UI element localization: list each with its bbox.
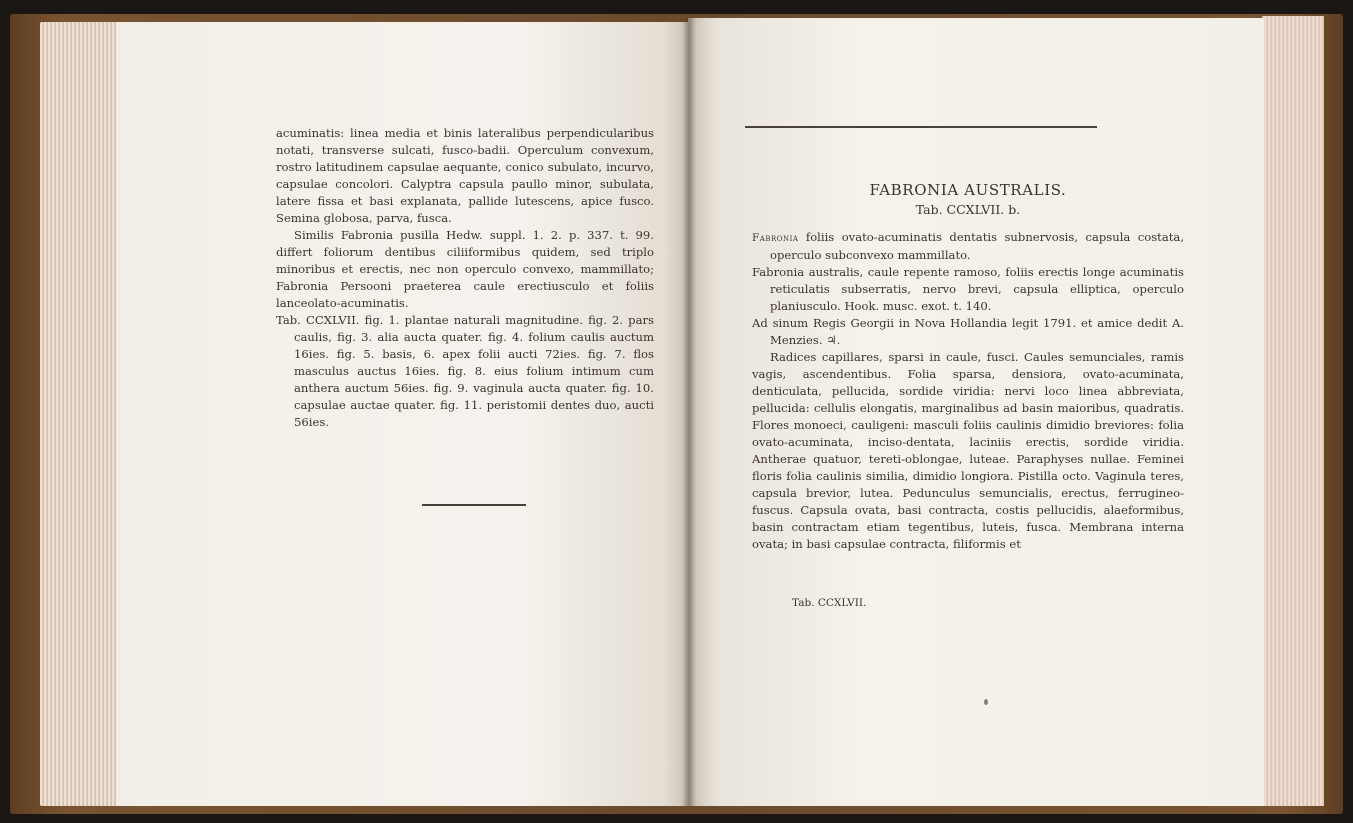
header-rule-right (745, 126, 1097, 128)
description: Radices capillares, sparsi in caule, fusci. Caules semunciales, ramis vagis, ascendentibus. Folia sparsa, densiora, ovato-acuminata, denticulata, pellucida, sordide viridia: nervi loco linea abbreviata, pellucida: cellulis elongatis, marginalibus ad basin maioribus, quadratis. Flores monoeci, cauligeni: masculi foliis caulinis dimidio breviores: folia ovato-acuminata, inciso-dentata, laciniis erectis, sordide viridia. Antherae quatuor, tereti-oblongae, luteae. Paraphyses nullae. Feminei floris folia caulinis similia, dimidio longiora. Pistilla octo. Vaginula teres, capsula brevior, lutea. Pedunculus semuncialis, erectus, ferrugineo-fuscus. Capsula ovata, basi contracta, costis pellucidis, alaeformibus, basin contractam etiam tegentibus, luteis, fusca. Membrana interna ovata; in basi capsulae contracta, filiformis et (752, 350, 1184, 551)
species-title: FABRONIA AUSTRALIS. (869, 181, 1067, 199)
plate-reference: Tab. CCXLVII. b. (915, 202, 1021, 217)
left-paragraph-2: Similis Fabronia pusilla Hedw. suppl. 1. 2. p. 337. t. 99. differt foliorum dentibus ciliiformibus quidem, sed triplo minoribus et erectis, nec non operculo convexo, mammillato; Fabronia Persooni praeterea caule erectiusculo et foliis lanceolato-acuminatis. (276, 228, 654, 310)
section-rule-left (422, 504, 526, 506)
diagnosis (752, 229, 1184, 264)
paper-spot (984, 699, 988, 705)
book-gutter (682, 18, 696, 806)
locality: Ad sinum Regis Georgii in Nova Hollandia legit 1791. et amice dedit A. Menzies. ♃. (752, 316, 1184, 347)
catchword-footer: Tab. CCXLVII. (792, 597, 867, 609)
page-edges-right (1262, 16, 1324, 806)
left-paragraph-1: acuminatis: linea media et binis lateralibus perpendicularibus notati, transverse sulcati, fusco-badii. Operculum convexum, rostro latitudinem capsulae aequante, conico subulato, incurvo, capsulae concolori. Calyptra capsula paullo minor, subulata, latere fissa et basi explanata, pallide lutescens, apice fusco. Semina globosa, parva, fusca. (276, 126, 654, 225)
right-page-text (752, 229, 1184, 553)
page-edges-left (40, 22, 116, 806)
left-paragraph-3: Tab. CCXLVII. fig. 1. plantae naturali magnitudine. fig. 2. pars caulis, fig. 3. alia aucta quater. fig. 4. folium caulis auctum 16ies. fig. 5. basis, 6. apex folii aucti 72ies. fig. 7. flos masculus auctus 16ies. fig. 8. eius folium intimum cum anthera auctum 56ies. fig. 9. vaginula aucta quater. fig. 10. capsulae auctae quater. fig. 11. peristomii dentes duo, aucti 56ies. (276, 313, 654, 429)
diagnosis-genus: Fabronia (752, 232, 799, 244)
synonym: Fabronia australis, caule repente ramoso, foliis erectis longe acuminatis reticulatis subserratis, nervo brevi, capsula elliptica, operculo planiusculo. Hook. musc. exot. t. 140. (752, 265, 1184, 313)
diagnosis-text: foliis ovato-acuminatis dentatis subnervosis, capsula costata, operculo subconvexo mammillato. (770, 230, 1185, 262)
left-page-text (276, 125, 654, 431)
